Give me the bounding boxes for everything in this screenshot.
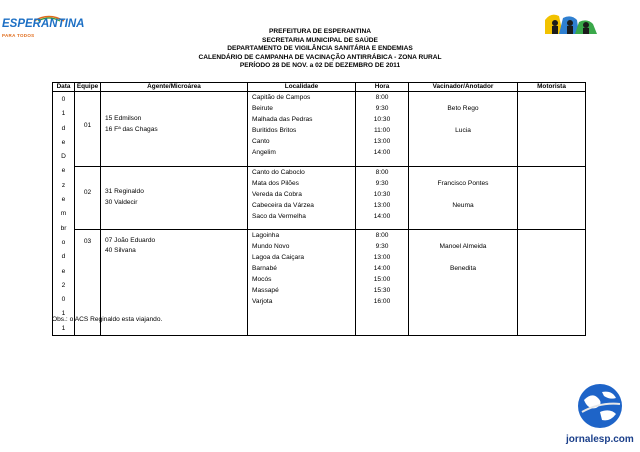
header-line-1: PREFEITURA DE ESPERANTINA <box>269 28 371 35</box>
vacinador-cell <box>409 229 518 335</box>
equipe-number: 02 <box>83 189 92 196</box>
watermark-site-text: jornalesp.com <box>566 434 634 445</box>
watermark <box>566 382 636 452</box>
vaccinator: Neuma <box>452 202 474 209</box>
health-department-logo-icon <box>541 10 601 36</box>
date-char: 0 <box>61 296 66 304</box>
vaccinator <box>409 92 517 103</box>
hour: 13:00 <box>373 253 391 261</box>
equipe-number: 03 <box>83 237 92 245</box>
date-char: 1 <box>61 324 66 332</box>
locality: Angelim <box>252 149 276 156</box>
hour: 8:00 <box>375 94 389 101</box>
logo-tagline: PARA TODOS <box>2 33 35 38</box>
hour: 10:30 <box>373 191 391 198</box>
hora-cell <box>356 92 409 167</box>
agent-name: 15 Edmilson <box>105 115 142 122</box>
date-char: 2 <box>61 281 66 289</box>
hora-cell <box>356 167 409 230</box>
hour: 14:00 <box>373 264 391 272</box>
vaccinator <box>409 189 517 200</box>
observation-note: Obs.: o ACS Reginaldo esta viajando. <box>52 316 163 323</box>
locality: Beirute <box>252 105 273 112</box>
vaccinator <box>409 252 517 263</box>
column-header-motorista: Motorista <box>518 83 586 92</box>
vaccination-calendar-table <box>52 82 586 336</box>
hour: 15:30 <box>373 286 391 294</box>
date-char: z <box>61 181 66 189</box>
locality: Capitão de Campos <box>252 94 311 101</box>
document-header <box>150 28 490 71</box>
hora-cell <box>356 229 409 335</box>
motorista-cell <box>518 92 586 167</box>
date-char: 1 <box>61 110 66 118</box>
date-char: e <box>61 267 66 275</box>
locality: Canto <box>252 138 270 145</box>
header-line-5: PERÍODO 28 DE NOV. a 02 DE DEZEMBRO DE 2011 <box>239 62 401 70</box>
motorista-cell <box>518 167 586 230</box>
date-char: e <box>61 196 66 204</box>
hour: 8:00 <box>375 169 389 176</box>
hour: 16:00 <box>373 297 391 305</box>
hour: 15:00 <box>373 275 391 283</box>
hour: 14:00 <box>373 149 391 156</box>
column-header-agente: Agente/Microárea <box>101 83 248 92</box>
date-char: d <box>61 124 66 132</box>
localidade-cell <box>248 92 356 167</box>
locality: Malhada das Pedras <box>252 116 313 123</box>
locality: Mocós <box>252 275 272 283</box>
agent-name: 07 João Eduardo <box>105 236 156 244</box>
localidade-cell <box>248 167 356 230</box>
team-row <box>53 167 586 230</box>
agent-name: 30 Valdecir <box>105 198 138 206</box>
locality: Varjota <box>252 297 273 305</box>
agente-cell <box>101 92 248 167</box>
hour: 11:00 <box>373 127 390 134</box>
table-header-row <box>53 83 586 92</box>
vaccinator: Lucia <box>455 127 471 134</box>
hour: 8:00 <box>375 231 389 239</box>
locality: Canto do Caboclo <box>252 169 305 176</box>
date-char: m <box>60 210 67 218</box>
date-char: e <box>61 138 66 146</box>
vacinador-cell <box>409 167 518 230</box>
vaccinator <box>409 114 517 125</box>
hour: 9:30 <box>375 105 389 112</box>
equipe-cell <box>75 92 101 167</box>
column-header-vacinador: Vacinador/Anotador <box>409 83 518 92</box>
hour: 13:00 <box>373 138 391 145</box>
team-row <box>53 92 586 167</box>
globe-icon <box>576 382 624 430</box>
logo-brand-text: ESPERANTINA <box>2 18 85 30</box>
header-line-3: DEPARTAMENTO DE VIGILÂNCIA SANITÁRIA E ENDEMIAS <box>227 45 413 53</box>
date-char: br <box>60 224 67 232</box>
motorista-cell <box>518 229 586 335</box>
locality: Buritidos Britos <box>252 127 297 134</box>
vacinador-cell <box>409 92 518 167</box>
header-line-2: SECRETARIA MUNICIPAL DE SAÚDE <box>262 36 378 44</box>
hour: 10:30 <box>373 116 391 123</box>
locality: Lagoinha <box>252 231 280 239</box>
agent-name: 40 Silvana <box>105 247 136 255</box>
locality: Mata dos Pilões <box>252 180 299 187</box>
date-char: D <box>61 153 66 161</box>
equipe-number: 01 <box>83 122 92 129</box>
column-header-hora: Hora <box>356 83 409 92</box>
locality: Vereda da Cobra <box>252 191 302 198</box>
column-header-equipe: Equipe <box>75 83 101 92</box>
hour: 9:30 <box>375 180 389 187</box>
date-char: e <box>61 167 66 175</box>
date-char: o <box>61 238 66 246</box>
hour: 9:30 <box>375 242 389 250</box>
column-header-localidade: Localidade <box>248 83 356 92</box>
locality: Massapé <box>252 286 279 294</box>
locality: Barnabé <box>252 264 277 272</box>
vaccinator <box>409 230 517 241</box>
hour: 13:00 <box>373 202 391 209</box>
vaccinator: Manoel Almeida <box>439 242 487 250</box>
vaccinator: Francisco Pontes <box>437 180 489 187</box>
date-char: 1 <box>61 310 66 318</box>
column-header-data: Data <box>53 83 75 92</box>
vaccinator: Beto Rego <box>447 105 479 112</box>
localidade-cell <box>248 229 356 335</box>
agent-name: 31 Reginaldo <box>105 188 144 195</box>
vaccinator <box>409 167 517 178</box>
locality: Mundo Novo <box>252 242 290 250</box>
equipe-cell <box>75 167 101 230</box>
locality: Lagoa da Caiçara <box>252 253 305 261</box>
date-cell <box>53 92 75 336</box>
date-char: d <box>61 253 66 261</box>
agent-name: 16 Fª das Chagas <box>105 125 158 133</box>
header-line-4: CALENDÁRIO DE CAMPANHA DE VACINAÇÃO ANTIRRÁBICA - ZONA RURAL <box>198 53 442 61</box>
vaccinator: Benedita <box>449 264 477 272</box>
locality: Cabeceira da Várzea <box>252 202 314 209</box>
agente-cell <box>101 167 248 230</box>
hour: 14:00 <box>373 213 391 220</box>
locality: Saco da Vermelha <box>252 213 306 220</box>
esperantina-logo <box>2 14 85 44</box>
date-char: 0 <box>61 96 66 103</box>
